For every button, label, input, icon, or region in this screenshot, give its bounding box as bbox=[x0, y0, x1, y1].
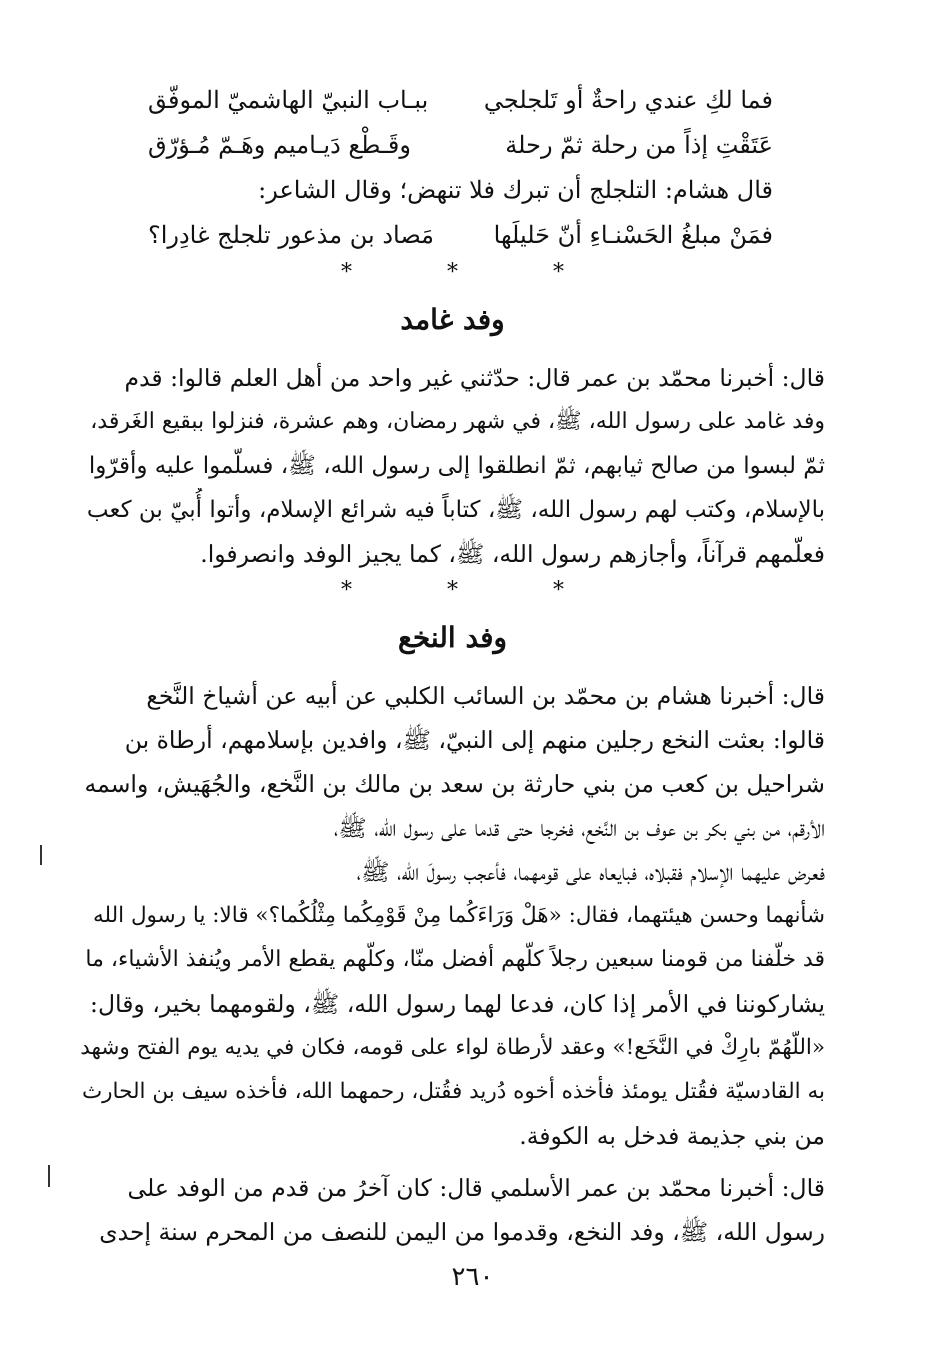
text-line: ثمّ لبسوا من صالح ثيابهم، ثمّ انطلقوا إلى رسول الله، ﷺ، فسلّموا عليه وأقرّوا bbox=[88, 453, 825, 479]
margin-mark bbox=[48, 1165, 50, 1187]
text-line: قد خلّفنا من قومنا سبعين رجلاً كلّهم أفضل منّا، وكلّهم يقطع الأمر ويُنفذ الأشياء، ما bbox=[85, 947, 825, 972]
paragraph-ghamid bbox=[80, 356, 825, 576]
text-line: من بني جذيمة فدخل به الكوفة. bbox=[519, 1122, 825, 1150]
text-line: فعلّمهم قرآناً، وأجازهم رسول الله، ﷺ، كما يجيز الوفد وانصرفوا. bbox=[200, 540, 825, 568]
verse-hemistich-right: عَتَقْتِ إذاً من رحلة ثمّ رحلة bbox=[505, 131, 773, 159]
prose-line: قال هشام: التلجلج أن تبرك فلا تنهض؛ وقال الشاعر: bbox=[258, 176, 773, 204]
text-line: قال: أخبرنا محمّد بن عمر الأسلمي قال: كان آخرُ من قدم من الوفد على bbox=[127, 1174, 825, 1202]
paragraph-nakha-2 bbox=[80, 1166, 825, 1254]
page-number: ٢٦٠ bbox=[451, 1262, 494, 1292]
verse-hemistich-right: فمَنْ مبلغُ الحَسْنـاءِ أنّ حَليلَها bbox=[493, 221, 773, 249]
section-heading-ghamid: وفد غامد bbox=[400, 303, 505, 336]
verse-hemistich-left: ببـاب النبيّ الهاشميّ الموفّق bbox=[148, 86, 429, 114]
text-line: يشاركوننا في الأمر إذا كان، فدعا لهما رسول الله، ﷺ، ولقومهما بخير، وقال: bbox=[90, 990, 825, 1018]
text-line: «اللّهُمّ بارِكْ في النَّخَع!» وعقد لأرطاة لواء على قومه، فكان في يديه يوم الفتح وشهد bbox=[80, 1035, 825, 1060]
text-line: رسول الله، ﷺ، وفد النخع، وقدموا من اليمن للنصف من المحرم سنة إحدى bbox=[99, 1218, 825, 1246]
text-line: قال: أخبرنا محمّد بن عمر قال: حدّثني غير واحد من أهل العلم قالوا: قدم bbox=[124, 364, 825, 392]
margin-mark bbox=[40, 845, 42, 865]
verse-hemistich-left: مَصاد بن مذعور تلجلج غادِرا؟ bbox=[148, 221, 434, 249]
section-heading-nakha: وفد النخع bbox=[397, 621, 508, 654]
poem-verse-1 bbox=[148, 78, 773, 123]
text-line: الأرقم، من بني بكر بن عوف بن النَّخع، فخرجا حتى قدما على رسول الله، ﷺ، bbox=[333, 814, 825, 842]
text-line: وفد غامد على رسول الله، ﷺ، في شهر رمضان، وهم عشرة، فنزلوا ببقيع الغَرقد، bbox=[90, 409, 825, 434]
text-line: قالوا: بعثت النخع رجلين منهم إلى النبيّ، ﷺ، وافدين بإسلامهم، أرطاة بن bbox=[124, 726, 825, 754]
text-line: به القادسيّة فقُتل يومئذ فأخذه أخوه دُريد فقُتل، رحمهما الله، فأخذه سيف بن الحارث bbox=[81, 1079, 825, 1104]
poem-verse-2 bbox=[148, 123, 773, 168]
verse-hemistich-left: وقَـطْع دَيـاميم وهَـمّ مُـؤرّق bbox=[148, 131, 411, 159]
section-divider-stars: * * * bbox=[341, 578, 608, 603]
text-line: فعرض عليهما الإسلام فقبلاه، فبايعاه على قومهما، فأعجب رسولَ الله، ﷺ، bbox=[356, 858, 825, 886]
text-line: قال: أخبرنا هشام بن محمّد بن السائب الكلبي عن أبيه عن أشياخ النَّخع bbox=[146, 682, 825, 710]
text-line: بالإسلام، وكتب لهم رسول الله، ﷺ، كتاباً فيه شرائع الإسلام، وأتوا أُبيّ بن كعب bbox=[86, 497, 825, 523]
poem-verse-3 bbox=[148, 213, 773, 258]
section-divider-stars: * * * bbox=[341, 260, 608, 285]
text-line: شراحيل بن كعب من بني حارثة بن سعد بن مالك بن النَّخع، والجُهَيش، واسمه bbox=[84, 770, 825, 798]
page-body bbox=[80, 78, 825, 1254]
text-line: شأنهما وحسن هيئتهما، فقال: «هَلْ وَرَاءَكُما مِنْ قَوْمِكُما مِثْلُكُما؟» قالا: يا رسول الله bbox=[92, 903, 825, 928]
paragraph-nakha-1 bbox=[80, 674, 825, 1158]
verse-hemistich-right: فما لكِ عندي راحةٌ أو تَلجلجي bbox=[483, 86, 773, 114]
